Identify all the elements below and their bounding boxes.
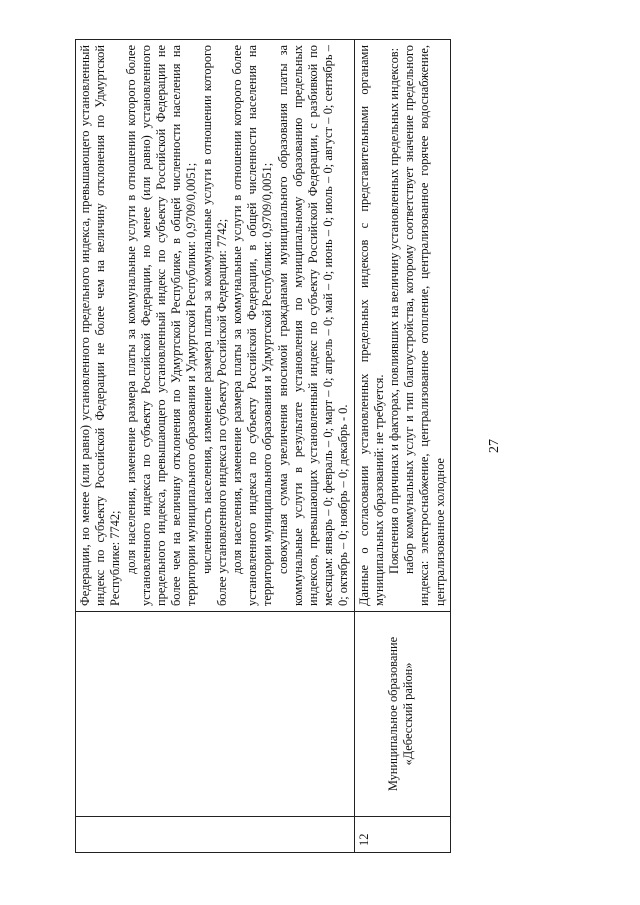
- row-number-cell: 12: [354, 817, 450, 853]
- paragraph: совокупная сумма увеличения вносимой гражданами муниципального образования платы за коммунальные услуги в результате установления по муниципальному образованию предельных индексов, превышающих установленный индекс по субъекту Российской Федерации, с разбивкой по месяцам: январь – 0; февраль – 0; март – 0; апрель – 0; май – 0; июнь – 0; июль – 0; август – 0; сентябрь – 0; октябрь – 0; ноябрь – 0; декабрь - 0.: [275, 45, 351, 606]
- description-cell: [76, 40, 355, 612]
- paragraph: Федерации, но менее (или равно) установленного предельного индекса, превышающего установленный индекс по субъекту Российской Федерации не более чем на величину отклонения по Удмуртской Республике: 7742;: [78, 45, 123, 606]
- page-number: 27: [487, 439, 502, 453]
- paragraph: Данные о согласовании установленных предельных индексов с представительными органами муниципальных образований: не требуется.: [356, 45, 386, 606]
- table-row: [76, 40, 355, 853]
- municipality-cell: Муниципальное образование «Дебесский район»: [354, 612, 450, 817]
- row-number-cell: [76, 817, 355, 853]
- data-table: [75, 39, 451, 853]
- paragraph: доля населения, изменение размера платы за коммунальные услуги в отношении которого более установленного индекса по субъекту Российской Федерации, в общей численности населения на территории муниципального образования и Удмуртской Республики: 0,9709/0,0051;: [230, 45, 275, 606]
- description-cell: [354, 40, 450, 612]
- table-row: [354, 40, 450, 853]
- paragraph: доля населения, изменение размера платы за коммунальные услуги в отношении которого более установленного индекса по субъекту Российской Федерации, но менее (или равно) установленного предельного индекса, превышающего установленный индекс по субъекту Российской Федерации не более чем на величину отклонения по Удмуртской Республике, в общей численности населения на территории муниципального образования и Удмуртской Республики: 0,9709/0,0051;: [123, 45, 199, 606]
- paragraph: численность населения, изменение размера платы за коммунальные услуги в отношении которого более установленного индекса по субъекту Российской Федерации: 7742;: [199, 45, 229, 606]
- paragraph: Пояснения о причинах и факторах, повлиявших на величину установленных предельных индексов:: [387, 47, 402, 574]
- municipality-cell: [76, 612, 355, 817]
- rotated-page-table: [75, 40, 564, 853]
- paragraph: набор коммунальных услуг и тип благоустройства, которому соответствует значение предельного индекса: электроснабжение, централизованное отопление, централизованное горячее водоснабжение, централизованное холодное: [402, 45, 447, 606]
